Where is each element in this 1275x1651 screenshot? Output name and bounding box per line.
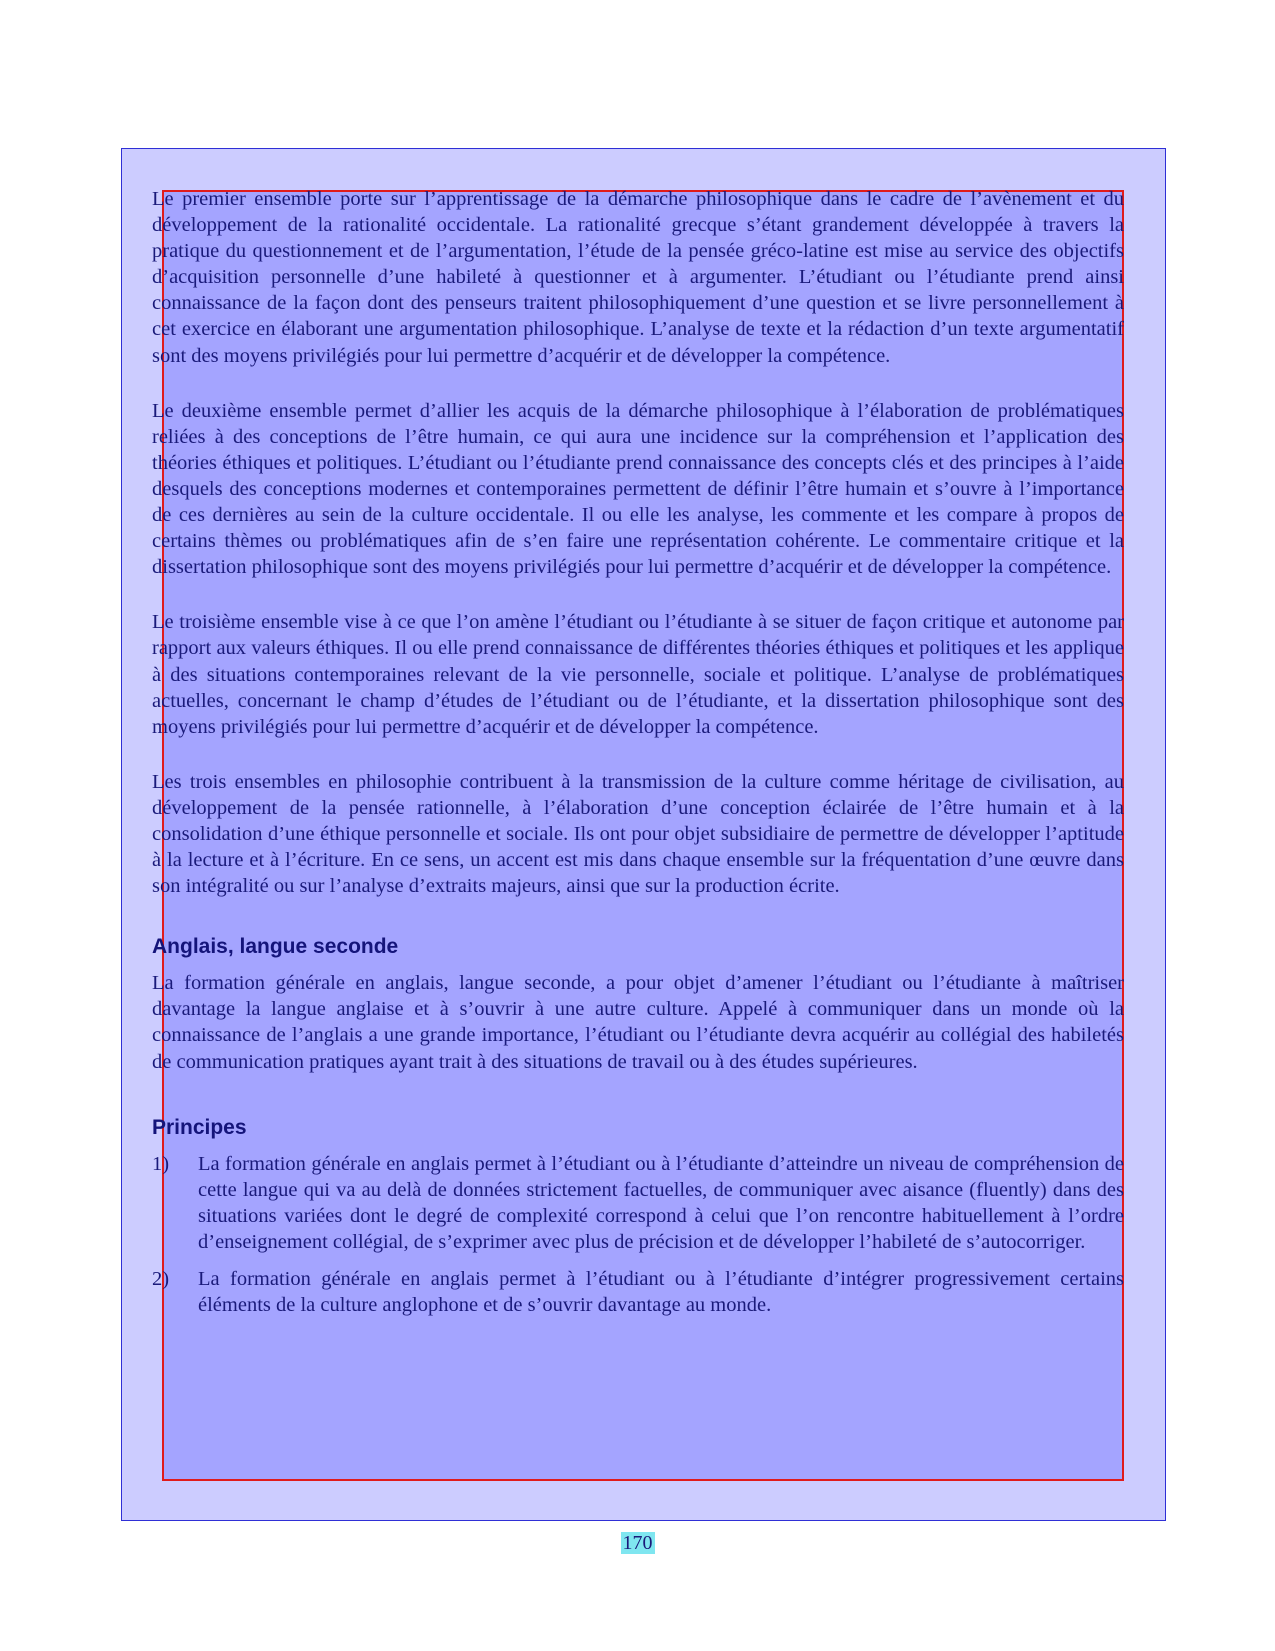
page-number-label: 170: [622, 1532, 653, 1554]
paragraph-first-set: Le premier ensemble porte sur l’apprentissage de la démarche philosophique dans le cadre de l’avènement et du développement de la rationalité occidentale. La rationalité grecque s’étant grandement développée à travers la pratique du questionnement et de l’argumentation, l’étude de la pensée gréco-latine est mise au service des objectifs d’acquisition personnelle d’une habileté à questionner et à argumenter. L’étudiant ou l’étudiante prend ainsi connaissance de la façon dont des penseurs traitent philosophiquement d’une question et se livre personnellement à cet exercice en élaborant une argumentation philosophique. L’analyse de texte et la rédaction d’un texte argumentatif sont des moyens privilégiés pour lui permettre d’acquérir et de développer la compétence.: [152, 188, 1124, 367]
list-item: [152, 1266, 1124, 1318]
page-number: [0, 1531, 1275, 1555]
section-heading-anglais: Anglais, langue seconde: [152, 935, 399, 959]
principles-list: [152, 1151, 1124, 1319]
paragraph-third-set: Le troisième ensemble vise à ce que l’on amène l’étudiant ou l’étudiante à se situer de façon critique et autonome par rapport aux valeurs éthiques. Il ou elle prend connaissance de différentes théories éthiques et politiques et les applique à des situations contemporaines relevant de la vie personnelle, sociale et politique. L’analyse de problématiques actuelles, concernant le champ d’études de l’étudiant ou de l’étudiante, et la dissertation philosophique sont des moyens privilégiés pour lui permettre d’acquérir et de développer la compétence.: [152, 611, 1124, 738]
list-item: [152, 1151, 1124, 1255]
list-item-number: 2): [152, 1268, 170, 1290]
page-content: [152, 186, 1124, 1329]
paragraph-anglais: La formation générale en anglais, langue seconde, a pour objet d’amener l’étudiant ou l’étudiante à maîtriser davantage la langue anglaise et à s’ouvrir à une autre culture. Appelé à communiquer dans un monde où la connaissance de l’anglais a une grande importance, l’étudiant ou l’étudiante devra acquérir au collégial des habiletés de communication pratiques ayant trait à des situations de travail ou à des études supérieures.: [152, 972, 1124, 1073]
paragraph-three-sets-summary: Les trois ensembles en philosophie contribuent à la transmission de la culture comme héritage de civilisation, au développement de la pensée rationnelle, à l’élaboration d’une conception éclairée de l’être humain et à la consolidation d’une éthique personnelle et sociale. Ils ont pour objet subsidiaire de permettre de développer l’aptitude à la lecture et à l’écriture. En ce sens, un accent est mis dans chaque ensemble sur la fréquentation d’une œuvre dans son intégralité ou sur l’analyse d’extraits majeurs, ainsi que sur la production écrite.: [152, 770, 1124, 898]
list-item-number: 1): [152, 1152, 170, 1175]
list-item-text: La formation générale en anglais permet à l’étudiant ou à l’étudiante d’intégrer progressivement certains éléments de la culture anglophone et de s’ouvrir davantage au monde.: [198, 1268, 1124, 1317]
section-heading-principes: Principes: [152, 1115, 247, 1139]
paragraph-second-set: Le deuxième ensemble permet d’allier les acquis de la démarche philosophique à l’élaboration de problématiques reliées à des conceptions de l’être humain, ce qui aura une incidence sur la compréhension et l’application des théories éthiques et politiques. L’étudiant ou l’étudiante prend connaissance des concepts clés et des principes à l’aide desquels des conceptions modernes et contemporaines permettent de définir l’être humain et s’ouvre à l’importance de ces dernières au sein de la culture occidentale. Il ou elle les analyse, les commente et les compare à propos de certains thèmes ou problématiques afin de s’en faire une représentation cohérente. Le commentaire critique et la dissertation philosophique sont des moyens privilégiés pour lui permettre d’acquérir et de développer la compétence.: [152, 399, 1124, 579]
list-item-text: La formation générale en anglais permet à l’étudiant ou à l’étudiante d’atteindre un niveau de compréhension de cette langue qui va au delà de données strictement factuelles, de communiquer avec aisance (fluently) dans des situations variées dont le degré de complexité correspond à celui que l’on rencontre habituellement à l’ordre d’enseignement collégial, de s’exprimer avec plus de précision et de développer l’habileté de s’autocorriger.: [198, 1152, 1124, 1253]
